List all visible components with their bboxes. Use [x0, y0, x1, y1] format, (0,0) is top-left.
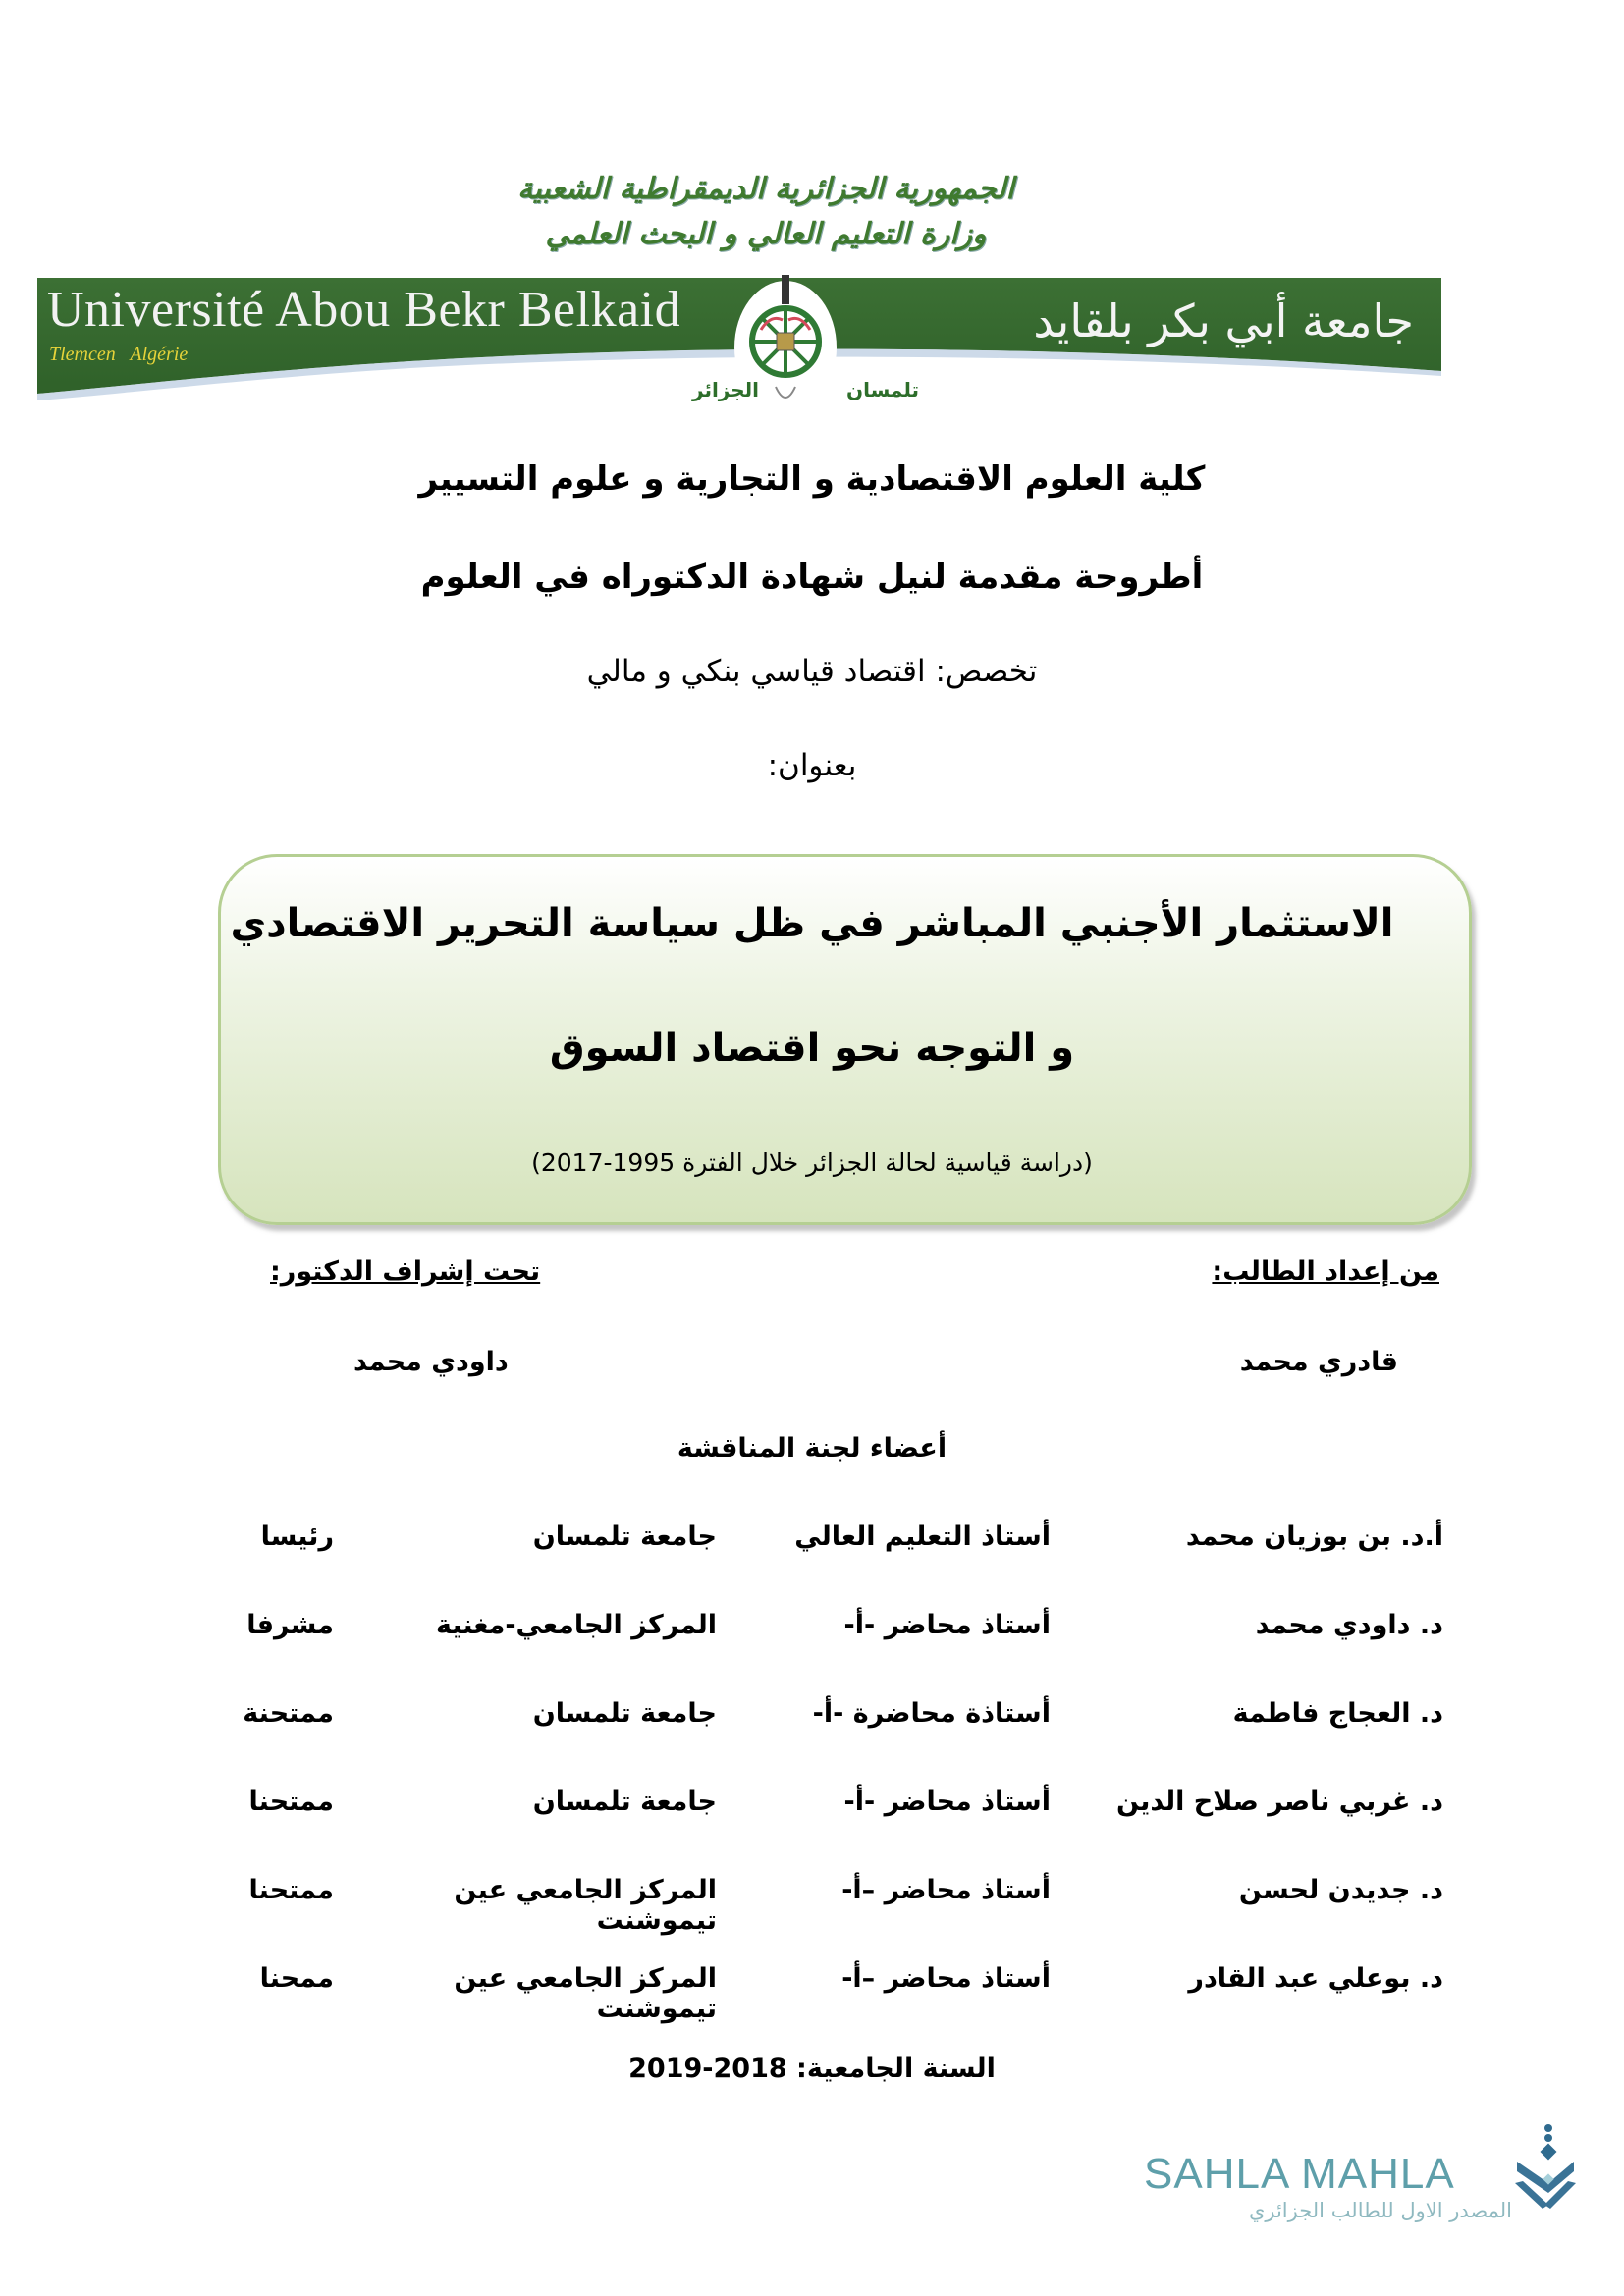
committee-row [157, 1698, 1443, 1757]
specialization: تخصص: اقتصاد قياسي بنكي و مالي [586, 654, 1038, 689]
member-rank: أستاذ محاضر –أ- [841, 1963, 1051, 1994]
supervisor-name: داودي محمد [353, 1347, 509, 1377]
committee-row [157, 1522, 1443, 1580]
supervisor-label: تحت إشراف الدكتور: [270, 1256, 541, 1287]
member-name: د. جديدن لحسن [1238, 1875, 1443, 1905]
member-name: د. بوعلي عبد القادر [1188, 1963, 1443, 1994]
student-label: من إعداد الطالب: [1212, 1256, 1439, 1287]
member-role: ممتحنا [248, 1875, 334, 1905]
member-name: أ.د. بن بوزيان محمد [1185, 1522, 1443, 1552]
member-rank: أستاذة محاضرة -أ- [812, 1698, 1051, 1729]
member-institution: جامعة تلمسان [532, 1787, 717, 1817]
ministry-header [324, 167, 1208, 257]
member-institution: المركز الجامعي-مغنية [435, 1610, 717, 1640]
thesis-subtitle: (دراسة قياسية لحالة الجزائر خلال الفترة 1995-2017) [531, 1148, 1093, 1177]
member-rank: أستاذ محاضر -أ- [843, 1787, 1051, 1817]
academic-year: السنة الجامعية: 2018-2019 [628, 2054, 996, 2084]
committee-row [157, 1875, 1443, 1934]
committee-row [157, 1963, 1443, 2022]
member-role: ممحنا [259, 1963, 334, 1994]
emblem-country-ar: الجزائر [692, 378, 760, 401]
watermark-brand: SAHLA MAHLA [1144, 2150, 1455, 2198]
member-rank: أستاذ التعليم العالي [794, 1522, 1051, 1552]
member-name: د. العجاج فاطمة [1232, 1698, 1443, 1729]
committee-title: أعضاء لجنة المناقشة [677, 1433, 947, 1464]
committee-row [157, 1787, 1443, 1845]
university-name-ar: جامعة أبي بكر بلقايد [1033, 294, 1414, 347]
student-name: قادري محمد [1239, 1347, 1398, 1377]
university-location-fr: Tlemcen Algérie [49, 344, 189, 365]
sahla-mahla-logo-icon [1507, 2122, 1576, 2220]
committee-row [157, 1610, 1443, 1669]
member-role: رئيسا [260, 1522, 334, 1552]
thesis-type: أطروحة مقدمة لنيل شهادة الدكتوراه في العلوم [420, 558, 1204, 597]
thesis-title-line2: و التوجه نحو اقتصاد السوق [549, 1026, 1075, 1071]
emblem-city-ar: تلمسان [846, 378, 920, 401]
faculty-name: كلية العلوم الاقتصادية و التجارية و علوم التسيير [418, 459, 1206, 499]
member-role: ممتحنا [248, 1787, 334, 1817]
member-institution: جامعة تلمسان [532, 1522, 717, 1552]
member-institution: المركز الجامعي عين تيموشنت [454, 1963, 717, 2024]
member-rank: أستاذ محاضر –أ- [841, 1875, 1051, 1905]
watermark-tagline: المصدر الاول للطالب الجزائري [1248, 2199, 1512, 2222]
member-institution: المركز الجامعي عين تيموشنت [454, 1875, 717, 1936]
titled-label: بعنوان: [767, 748, 857, 783]
member-role: مشرفا [246, 1610, 334, 1640]
member-rank: أستاذ محاضر -أ- [843, 1610, 1051, 1640]
member-role: ممتحنة [243, 1698, 334, 1729]
ministry-name: وزارة التعليم العالي و البحث العلمي [545, 217, 987, 251]
member-name: د. غربي ناصر صلاح الدين [1115, 1787, 1443, 1817]
university-name-fr: Université Abou Bekr Belkaid [47, 282, 681, 338]
member-name: د. داودي محمد [1255, 1610, 1443, 1640]
member-institution: جامعة تلمسان [532, 1698, 717, 1729]
thesis-title-line1: الاستثمار الأجنبي المباشر في ظل سياسة التحرير الاقتصادي [230, 901, 1394, 946]
republic-name: الجمهورية الجزائرية الديمقراطية الشعبية [517, 172, 1014, 206]
